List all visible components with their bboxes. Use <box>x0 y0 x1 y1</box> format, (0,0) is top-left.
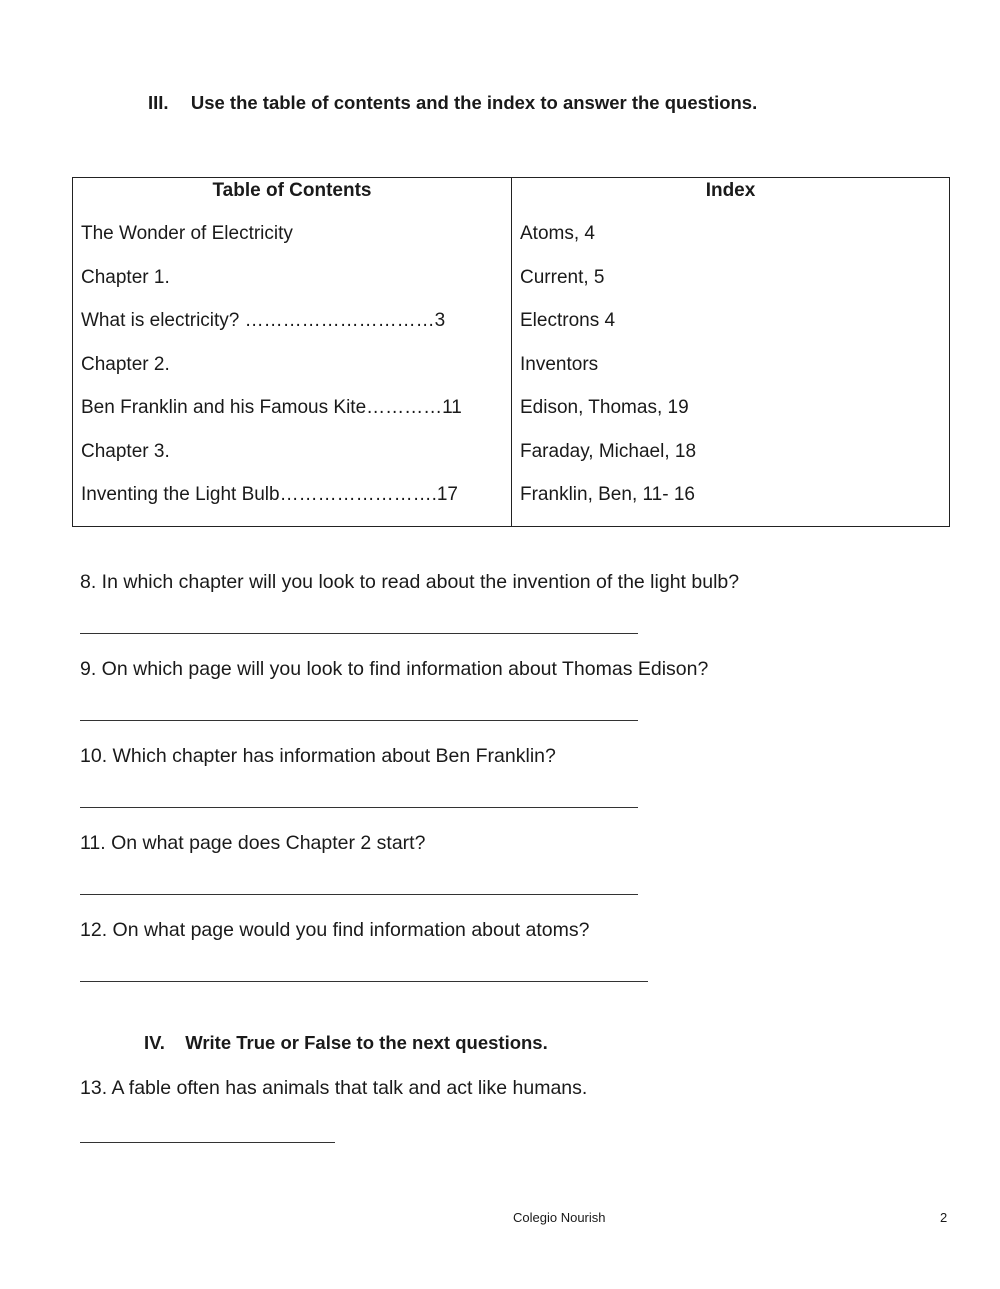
section-3-heading <box>148 92 757 114</box>
toc-row: Chapter 3. <box>81 441 170 462</box>
answer-line-10[interactable] <box>80 807 638 808</box>
section-3-title: Use the table of contents and the index to answer the questions. <box>190 92 758 113</box>
index-row: Electrons 4 <box>520 310 616 331</box>
section-4-heading <box>144 1032 548 1054</box>
index-row: Atoms, 4 <box>520 223 595 244</box>
question-12: 12. On what page would you find information about atoms? <box>80 919 590 941</box>
toc-row: The Wonder of Electricity <box>81 223 293 244</box>
section-3-number: III. <box>148 92 169 113</box>
index-row: Edison, Thomas, 19 <box>520 397 689 418</box>
footer-school: Colegio Nourish <box>513 1210 606 1225</box>
question-13: 13. A fable often has animals that talk and act like humans. <box>80 1077 588 1099</box>
index-header: Index <box>705 180 756 201</box>
table-of-contents-column <box>73 178 512 527</box>
question-8: 8. In which chapter will you look to read about the invention of the light bulb? <box>80 571 740 593</box>
toc-row: Inventing the Light Bulb…………………….17 <box>81 484 459 505</box>
question-11: 11. On what page does Chapter 2 start? <box>80 832 426 854</box>
section-4-number: IV. <box>144 1032 165 1053</box>
index-row: Current, 5 <box>520 267 605 288</box>
toc-header: Table of Contents <box>212 180 372 201</box>
toc-row: Ben Franklin and his Famous Kite…………11 <box>81 397 462 418</box>
toc-row: What is electricity? …………………………3 <box>81 310 446 331</box>
contents-index-table <box>72 177 950 527</box>
answer-line-9[interactable] <box>80 720 638 721</box>
index-row: Faraday, Michael, 18 <box>520 441 697 462</box>
answer-line-11[interactable] <box>80 894 638 895</box>
question-9: 9. On which page will you look to find information about Thomas Edison? <box>80 658 709 680</box>
question-10: 10. Which chapter has information about Ben Franklin? <box>80 745 556 767</box>
index-column <box>512 178 950 527</box>
toc-row: Chapter 2. <box>81 354 170 375</box>
page-number: 2 <box>940 1210 948 1225</box>
toc-row: Chapter 1. <box>81 267 170 288</box>
answer-line-12[interactable] <box>80 981 648 982</box>
section-4-title: Write True or False to the next questions. <box>185 1032 548 1053</box>
answer-line-8[interactable] <box>80 633 638 634</box>
index-row: Franklin, Ben, 11- 16 <box>520 484 695 505</box>
answer-line-13[interactable] <box>80 1142 335 1143</box>
index-row: Inventors <box>520 354 599 375</box>
